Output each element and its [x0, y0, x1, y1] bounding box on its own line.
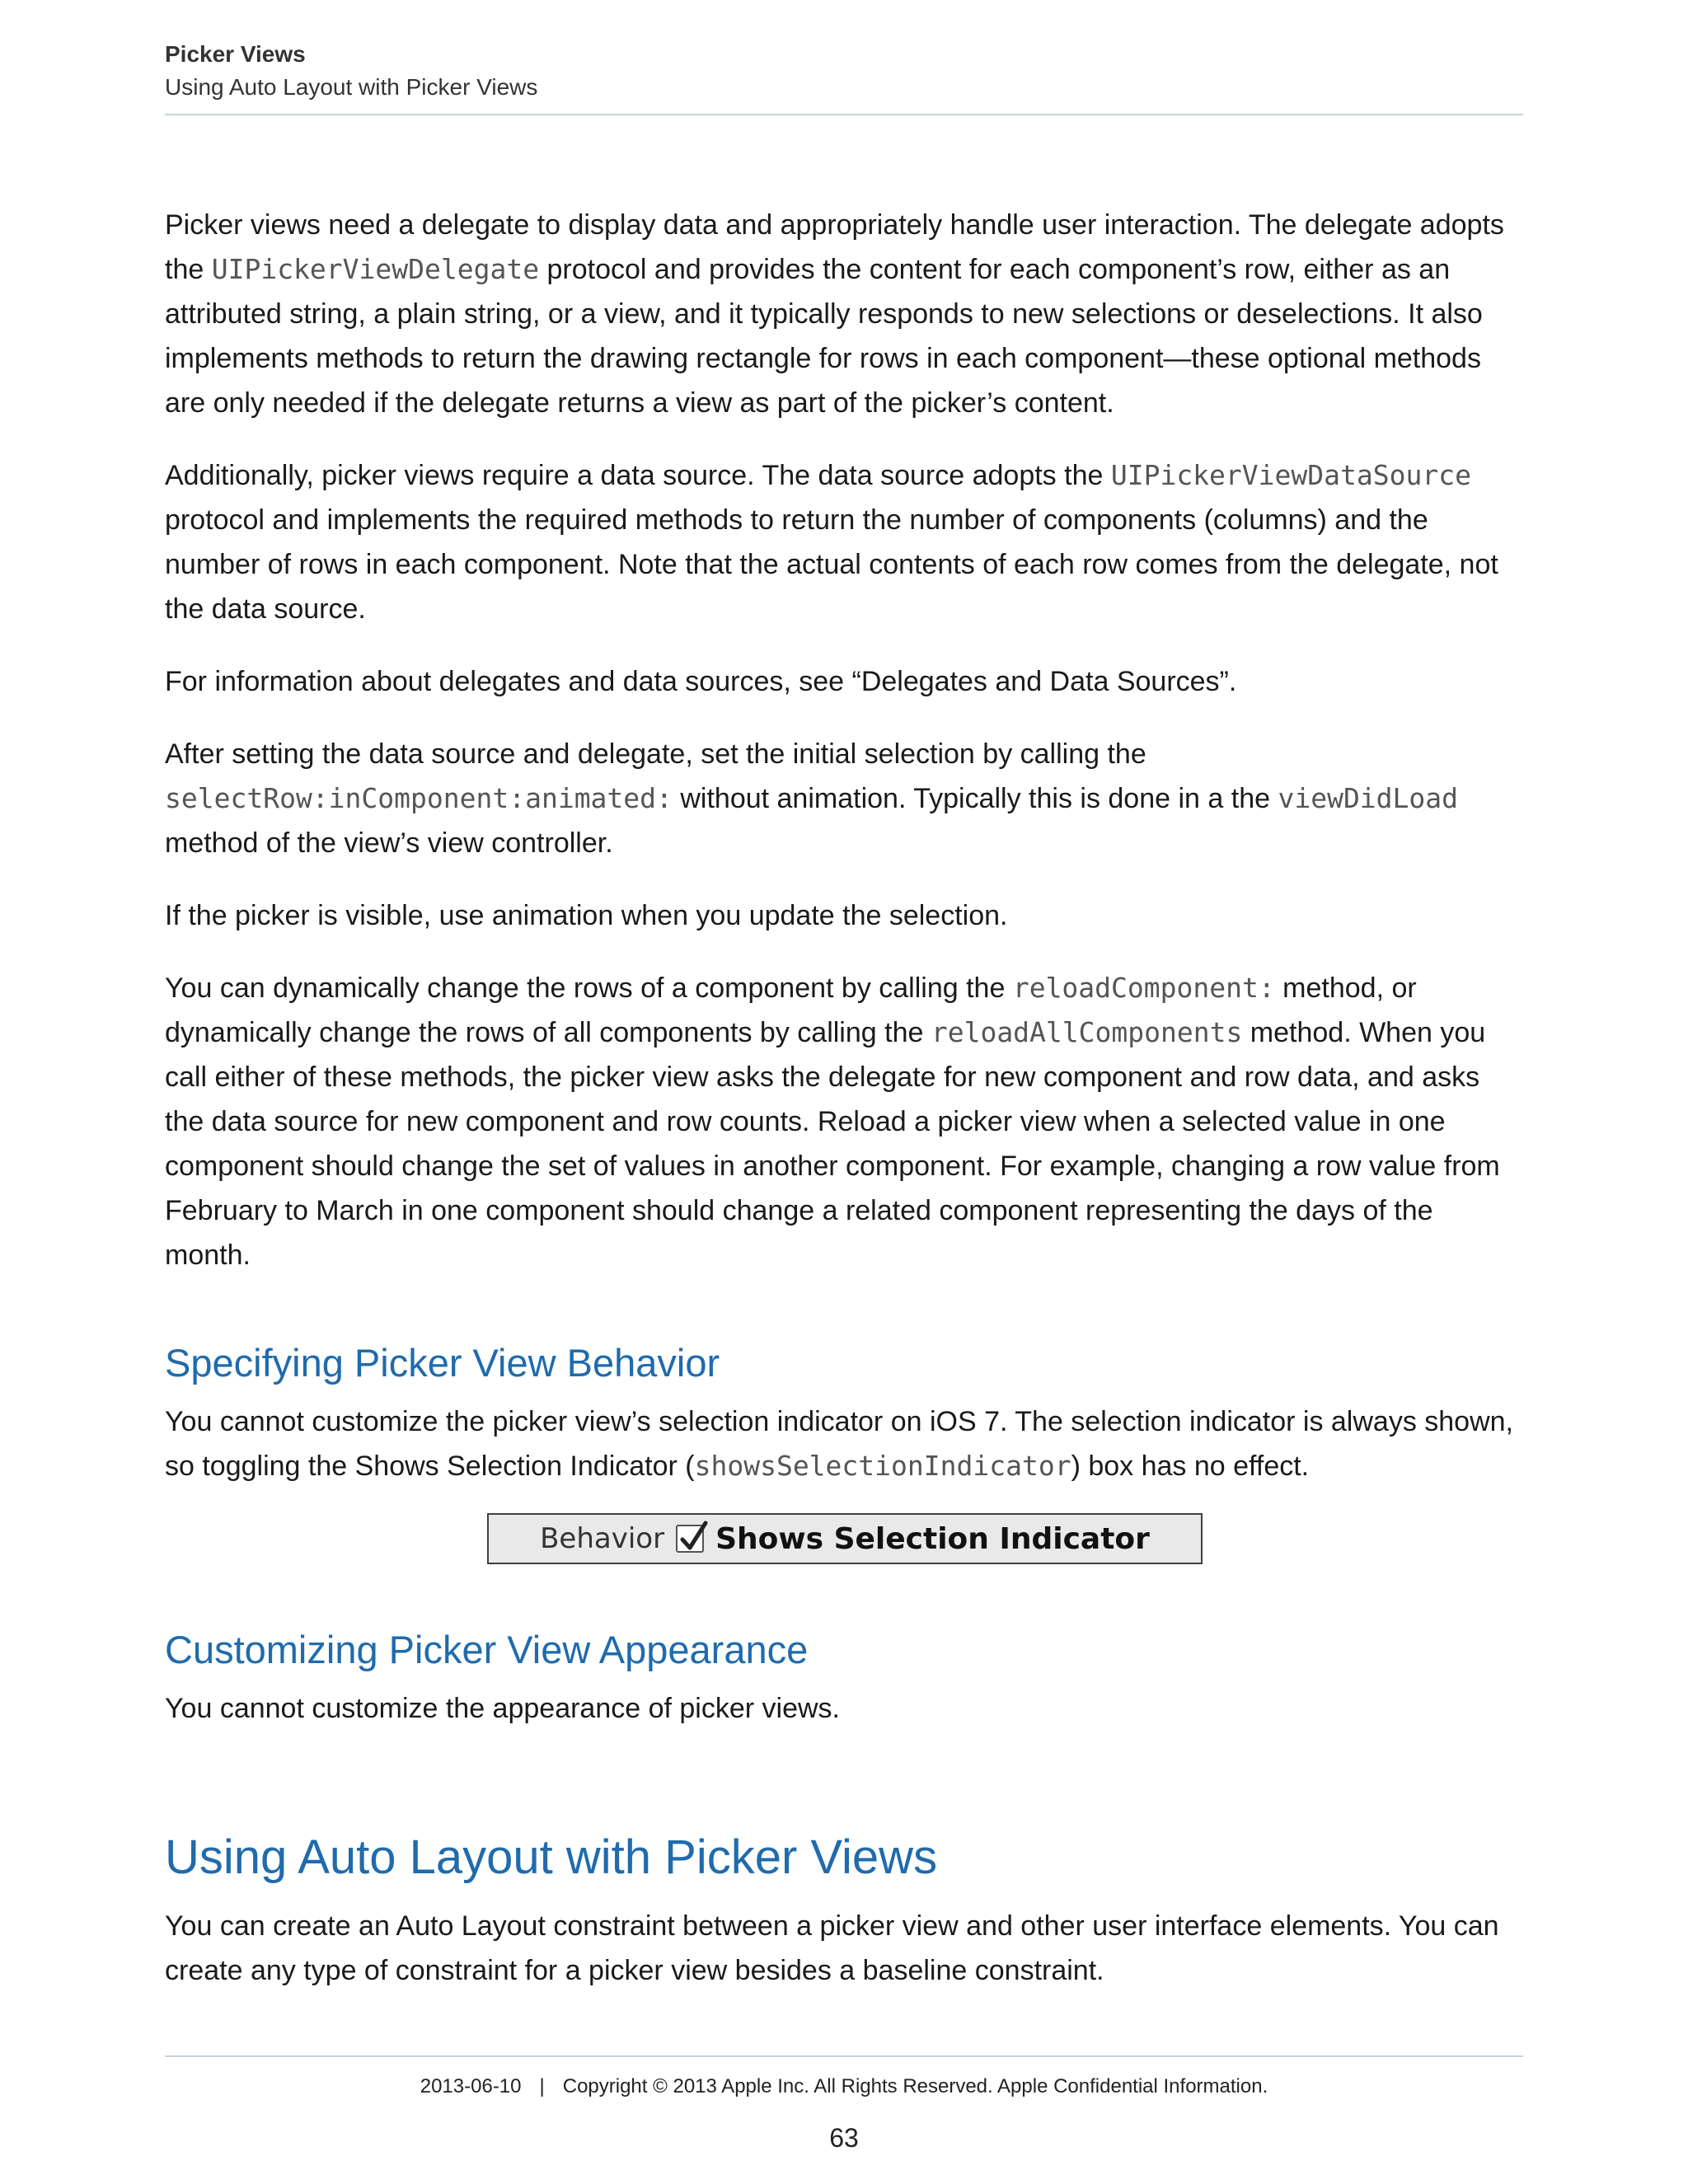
footer-line: [165, 2075, 1523, 2098]
paragraph-appearance: You cannot customize the appearance of picker views.: [165, 1693, 841, 1724]
page-number: 63: [829, 2123, 859, 2153]
footer-copyright: Copyright © 2013 Apple Inc. All Rights Reserved. Apple Confidential Information.: [562, 2075, 1268, 2097]
code-showsselectionindicator: showsSelectionIndicator: [694, 1450, 1071, 1482]
code-selectrow: selectRow:inComponent:animated:: [165, 782, 673, 814]
header-chapter-title: Picker Views: [165, 41, 306, 67]
text-run: ) box has no effect.: [1071, 1451, 1310, 1482]
text-run: You can dynamically change the rows of a component by calling the: [165, 972, 1013, 1004]
code-reloadcomponent: reloadComponent:: [1012, 972, 1275, 1004]
text-run: Additionally, picker views require a data source. The data source adopts the: [165, 460, 1111, 491]
text-run: method. When you call either of these methods, the picker view asks the delegate for new component and row data, and asks the data source for new component and row counts. Reload a picker view when a selected value in one component should change the set of values in another component. For example, changing a row value from February to March in one component should change a related component representing the days of the month.: [165, 1017, 1500, 1271]
text-run: For information about delegates and data sources, see “Delegates and Data Sources”.: [165, 666, 1237, 697]
footer-date: 2013-06-10: [420, 2075, 522, 2097]
paragraph-auto-layout: You can create an Auto Layout constraint between a picker view and other user interface elements. You can create any type of constraint for a picker view besides a baseline constraint.: [165, 1910, 1499, 1986]
paragraph-animation: [165, 893, 1523, 938]
text-run: method of the view’s view controller.: [165, 827, 613, 859]
header-section-title: Using Auto Layout with Picker Views: [165, 74, 538, 100]
text-run: If the picker is visible, use animation when you update the selection.: [165, 900, 1008, 931]
behavior-inspector-figure: [487, 1513, 1203, 1564]
heading-customizing-appearance: Customizing Picker View Appearance: [165, 1628, 809, 1671]
shows-selection-indicator-label: Shows Selection Indicator: [715, 1521, 1150, 1556]
footer-separator: |: [539, 2075, 545, 2097]
paragraph-data-source: [165, 453, 1523, 631]
paragraph-initial-selection: [165, 732, 1523, 865]
paragraph-reload: [165, 966, 1523, 1277]
checkmark-icon: [676, 1518, 709, 1554]
text-run: Picker views need a delegate to display data and appropriately handle user interaction. The delegate adopts the: [165, 209, 1504, 285]
code-reloadallcomponents: reloadAllComponents: [931, 1016, 1243, 1048]
text-run: protocol and provides the content for each component’s row, either as an attributed string, a plain string, or a view, and it typically responds to new selections or deselections. It also implements methods to return the drawing rectangle for rows in each component—these optional methods are only needed if the delegate returns a view as part of the picker’s content.: [165, 254, 1483, 419]
heading-auto-layout: Using Auto Layout with Picker Views: [165, 1830, 938, 1884]
page-header: [165, 38, 1523, 115]
paragraph-behavior: [165, 1399, 1523, 1488]
code-uipickerviewdelegate: UIPickerViewDelegate: [211, 253, 540, 285]
page-footer: [165, 2055, 1523, 2154]
heading-specifying-behavior: Specifying Picker View Behavior: [165, 1341, 720, 1385]
behavior-label: Behavior: [540, 1522, 665, 1555]
text-run: method, or dynamically change the rows of all components by calling the: [165, 972, 1417, 1048]
paragraph-delegate: [165, 203, 1523, 425]
code-viewdidload: viewDidLoad: [1278, 782, 1459, 814]
text-run: After setting the data source and delegate, set the initial selection by calling the: [165, 738, 1146, 770]
text-run: You cannot customize the picker view’s selection indicator on iOS 7. The selection indicator is always shown, so toggling the Shows Selection Indicator (: [165, 1406, 1514, 1482]
text-run: without animation. Typically this is done in a the: [672, 783, 1278, 814]
paragraph-delegates-reference: [165, 659, 1523, 704]
page-content: [165, 203, 1523, 2021]
code-uipickerviewdatasource: UIPickerViewDataSource: [1110, 459, 1471, 491]
text-run: protocol and implements the required methods to return the number of components (columns) and the number of rows in each component. Note that the actual contents of each row comes from the delegate, not the data source.: [165, 504, 1498, 625]
shows-selection-indicator-checkbox[interactable]: [676, 1525, 704, 1553]
